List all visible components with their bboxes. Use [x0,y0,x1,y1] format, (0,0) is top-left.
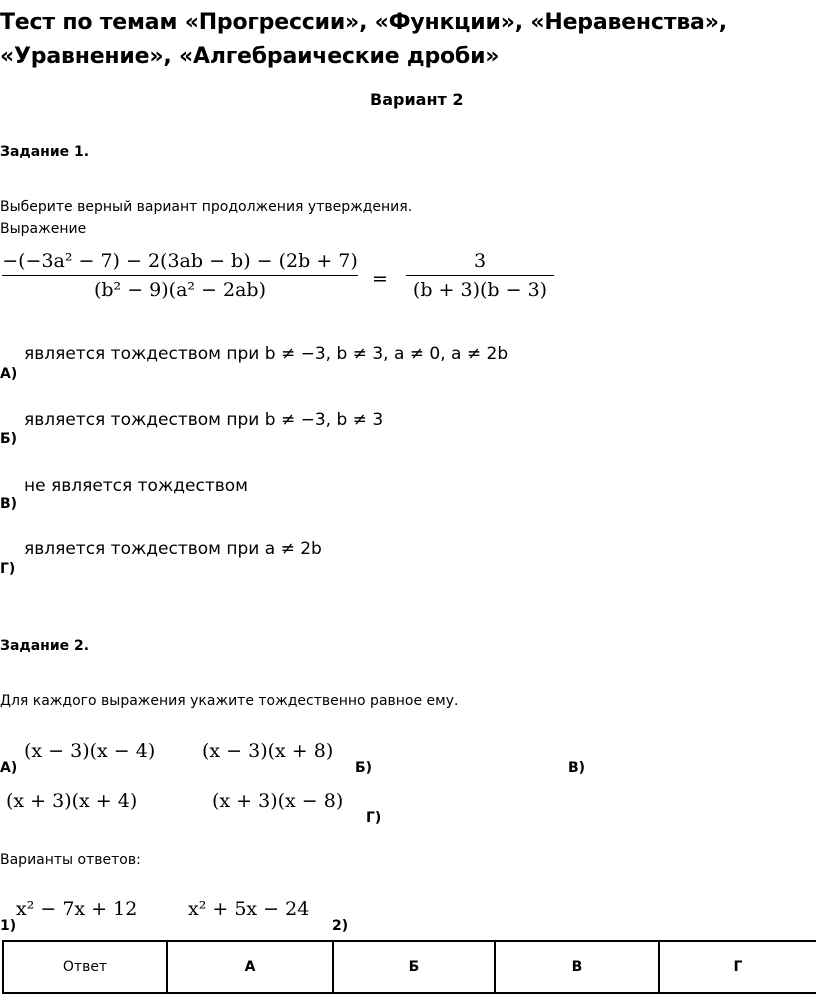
variant-heading: Вариант 2 [370,90,464,109]
rhs-fraction-bar [406,275,554,276]
answers-heading: Варианты ответов: [0,852,141,868]
rhs-fraction [406,250,554,301]
task-2-heading: Задание 2. [0,638,90,654]
option-v-label: В) [0,496,18,512]
task-1-instruction: Выберите верный вариант продолжения утверждения. [0,199,413,215]
option-g-label: Г) [0,561,16,577]
answer-1-label: 1) [0,918,17,934]
rhs-numerator: 3 [473,250,487,272]
task-2-expr-g: (x + 3)(x − 8) [212,790,344,812]
task-2-expr-b: (x − 3)(x + 8) [202,740,334,762]
expression-label: Выражение [0,221,87,237]
task-2-expr-v: (x + 3)(x + 4) [6,790,138,812]
answer-table [2,940,816,994]
rhs-denominator: (b + 3)(b − 3) [412,279,548,301]
answer-cell-g[interactable]: Г [659,941,816,993]
task-2-label-b: Б) [355,760,373,776]
answer-table-row [3,941,816,993]
option-b-label: Б) [0,431,18,447]
answer-cell-b[interactable]: Б [333,941,495,993]
task-2-label-a: А) [0,760,18,776]
equals-sign: = [372,268,388,290]
task-2-label-v: В) [568,760,586,776]
lhs-fraction-bar [2,275,358,276]
page-title-line-2: «Уравнение», «Алгебраические дроби» [0,44,500,69]
option-g-text: является тождеством при a ≠ 2b [24,539,322,559]
answer-cell-a[interactable]: А [167,941,333,993]
answer-2-label: 2) [332,918,349,934]
answer-cell-v[interactable]: В [495,941,659,993]
page-title-line-1: Тест по темам «Прогрессии», «Функции», «Неравенства», [0,10,727,35]
task-2-label-g: Г) [366,810,382,826]
option-b-text: является тождеством при b ≠ −3, b ≠ 3 [24,410,384,430]
lhs-fraction [2,250,358,301]
lhs-denominator: (b² − 9)(a² − 2ab) [93,279,267,301]
task-2-instruction: Для каждого выражения укажите тождественно равное ему. [0,693,459,709]
answer-1-expr: x² − 7x + 12 [16,898,138,920]
answer-2-expr: x² + 5x − 24 [188,898,310,920]
answer-row-label: Ответ [3,941,167,993]
task-2-expr-a: (x − 3)(x − 4) [24,740,156,762]
option-a-label: А) [0,366,18,382]
lhs-numerator: −(−3a² − 7) − 2(3ab − b) − (2b + 7) [2,250,358,272]
option-v-text: не является тождеством [24,476,248,496]
option-a-text: является тождеством при b ≠ −3, b ≠ 3, a ≠ 0, a ≠ 2b [24,344,509,364]
task-1-heading: Задание 1. [0,144,90,160]
